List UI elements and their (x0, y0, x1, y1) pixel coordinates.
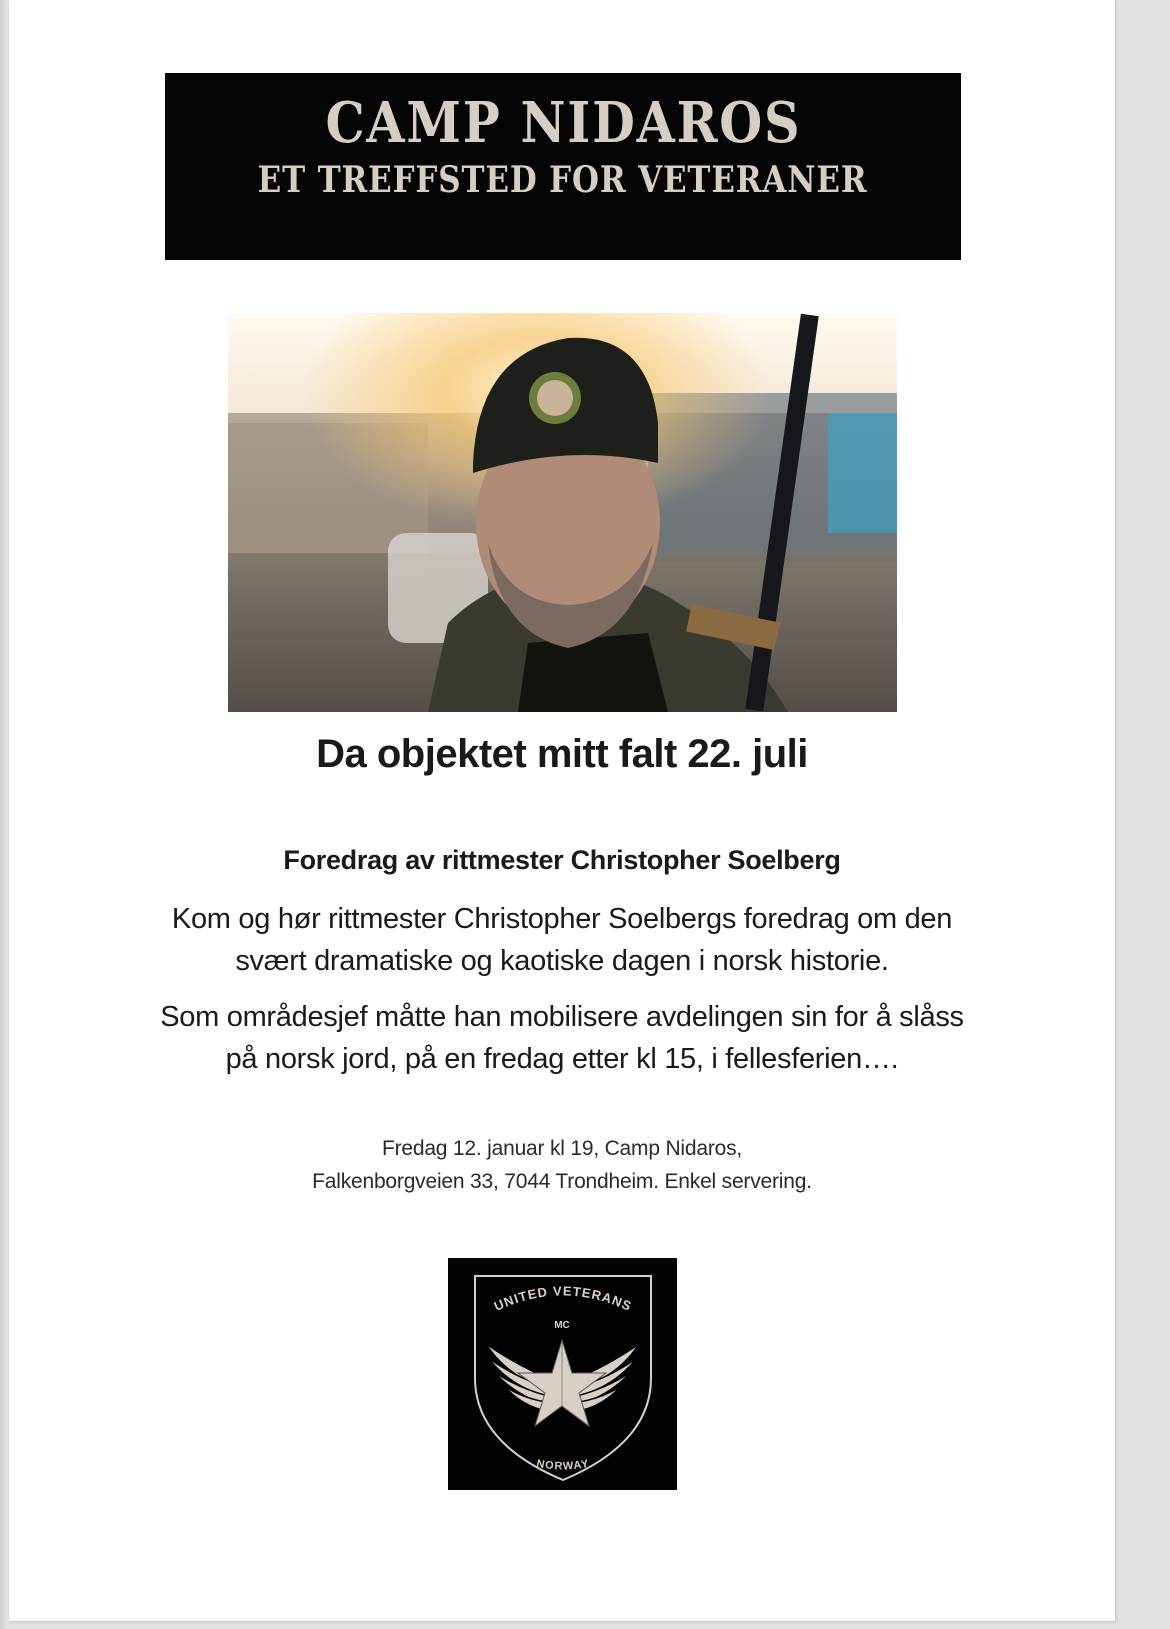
event-date-location: Fredag 12. januar kl 19, Camp Nidaros, (381, 1137, 743, 1160)
banner-subtitle: ET TREFFSTED FOR VETERANER (258, 158, 868, 201)
svg-text:UNITED VETERANS: UNITED VETERANS (491, 1283, 635, 1314)
page-frame (0, 0, 8, 1629)
event-subtitle: Foredrag av rittmester Christopher Soelberg (283, 845, 841, 875)
paragraph-line: Kom og hør rittmester Christopher Soelbergs foredrag om den (171, 903, 953, 935)
description-paragraph (9, 996, 1115, 1080)
banner-title: CAMP NIDAROS (325, 90, 801, 156)
winged-star-shield-icon (448, 1258, 677, 1490)
flyer-page (9, 0, 1115, 1621)
speaker-photo (228, 313, 897, 712)
paragraph-line: Som områdesjef måtte han mobilisere avdelingen sin for å slåss (160, 1001, 964, 1033)
soldier-portrait-image (228, 313, 897, 712)
event-details (9, 1132, 1115, 1198)
event-address: Falkenborgveien 33, 7044 Trondheim. Enkel servering. (312, 1170, 812, 1193)
svg-text:NORWAY: NORWAY (535, 1457, 591, 1473)
paragraph-line: svært dramatiske og kaotiske dagen i norsk historie. (235, 945, 889, 977)
united-veterans-logo (448, 1258, 677, 1490)
paragraph-line: på norsk jord, på en fredag etter kl 15, i fellesferien…. (225, 1043, 899, 1075)
event-title: Da objektet mitt falt 22. juli (316, 732, 808, 776)
description-paragraph (9, 898, 1115, 982)
svg-text:MC: MC (554, 1320, 570, 1331)
header-banner (165, 73, 961, 260)
